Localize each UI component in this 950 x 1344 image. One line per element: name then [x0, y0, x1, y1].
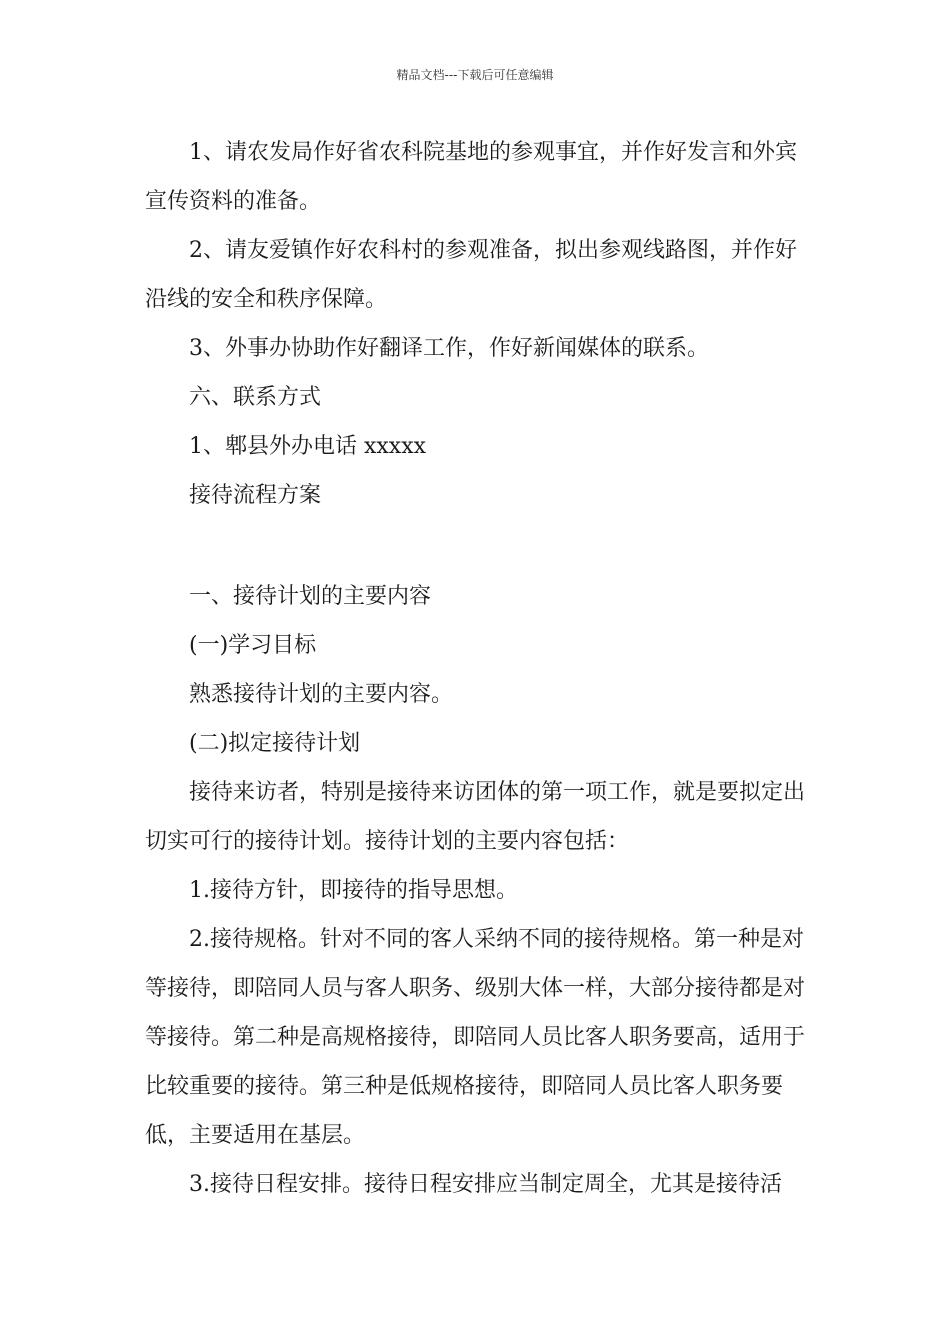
- paragraph: 熟悉接待计划的主要内容。: [189, 682, 454, 707]
- blank-line: [145, 520, 807, 572]
- section-heading: 六、联系方式: [189, 385, 322, 410]
- paragraph: 3、外事办协助作好翻译工作，作好新闻媒体的联系。: [189, 336, 709, 361]
- page-header: 精品文档---下载后可任意编辑: [396, 68, 554, 82]
- paragraph: 1、请农发局作好省农科院基地的参观事宜，并作好发言和外宾宣传资料的准备。: [145, 140, 797, 214]
- paragraph: 1、郫县外办电话 xxxxx: [189, 434, 427, 459]
- subsection-heading: (一)学习目标: [189, 633, 317, 658]
- document-body: [145, 128, 807, 1209]
- subsection-heading: (二)拟定接待计划: [189, 731, 361, 756]
- paragraph: 2、请友爱镇作好农科村的参观准备，拟出参观线路图，并作好沿线的安全和秩序保障。: [145, 238, 797, 312]
- paragraph: 1.接待方针，即接待的指导思想。: [189, 878, 518, 903]
- section-heading: 一、接待计划的主要内容: [189, 584, 432, 609]
- paragraph: 接待来访者，特别是接待来访团体的第一项工作，就是要拟定出切实可行的接待计划。接待计划的主要内容包括：: [145, 780, 806, 854]
- paragraph: 3.接待日程安排。接待日程安排应当制定周全，尤其是接待活: [189, 1172, 782, 1197]
- paragraph: 2.接待规格。针对不同的客人采纳不同的接待规格。第一种是对等接待，即陪同人员与客人职务、级别大体一样，大部分接待都是对等接待。第二种是高规格接待，即陪同人员比客人职务要高，适用于比较重要的接待。第三种是低规格接待，即陪同人员比客人职务要低，主要适用在基层。: [145, 927, 806, 1148]
- document-title: 接待流程方案: [189, 483, 322, 508]
